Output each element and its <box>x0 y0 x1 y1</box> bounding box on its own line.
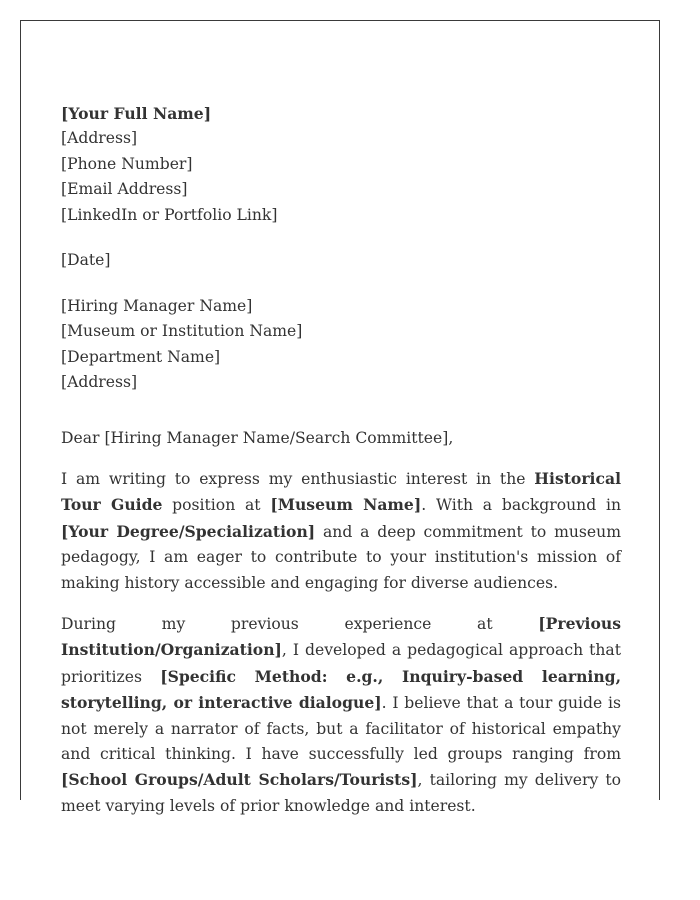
p1-text-1: I am writing to express my enthusiastic interest in the <box>61 469 535 488</box>
p2-previous-institution: [Previous Institution/Organization] <box>61 614 621 660</box>
recipient-institution: [Museum or Institution Name] <box>61 322 303 341</box>
p1-position-title: Historical Tour Guide <box>61 468 621 515</box>
letter-date: [Date] <box>61 251 111 270</box>
p1-text-3: . With a background in <box>421 496 621 515</box>
recipient-manager: [Hiring Manager Name] <box>61 296 253 315</box>
p1-degree: [Your Degree/Specialization] <box>61 521 316 541</box>
p2-text-1: During my previous experience at <box>61 615 539 633</box>
p2-text-4: , tailoring my delivery to meet varying levels of prior knowledge and interest. <box>61 771 622 815</box>
recipient-address: [Address] <box>61 373 138 392</box>
sender-block <box>61 101 621 228</box>
sender-link: [LinkedIn or Portfolio Link] <box>61 205 278 224</box>
p2-groups: [School Groups/Adult Scholars/Tourists] <box>61 770 418 790</box>
letter-body <box>61 101 621 819</box>
p2-specific-method: [Specific Method: e.g., Inquiry-based learning, storytelling, or interactive dialogue] <box>61 666 621 713</box>
sender-phone: [Phone Number] <box>61 154 193 173</box>
sender-email: [Email Address] <box>61 180 188 199</box>
sender-address: [Address] <box>61 129 138 148</box>
salutation: Dear [Hiring Manager Name/Search Committee], <box>61 428 454 447</box>
p2-text-3: . I believe that a tour guide is not merely a narrator of facts, but a facilitator of historical empathy and critical thinking. I have successfully led groups ranging from <box>61 694 621 764</box>
p1-museum-name: [Museum Name] <box>270 495 422 515</box>
recipient-block <box>61 294 621 396</box>
paragraph-experience <box>61 611 621 819</box>
paragraph-intro <box>61 466 621 596</box>
recipient-department: [Department Name] <box>61 347 221 366</box>
p1-text-4: and a deep commitment to museum pedagogy, I am eager to contribute to your institution's mission of making history accessible and engaging for diverse audiences. <box>61 522 621 592</box>
p2-text-2: , I developed a pedagogical approach that prioritizes <box>61 641 621 686</box>
p1-text-2: position at <box>162 496 271 515</box>
sender-full-name: [Your Full Name] <box>61 104 212 123</box>
